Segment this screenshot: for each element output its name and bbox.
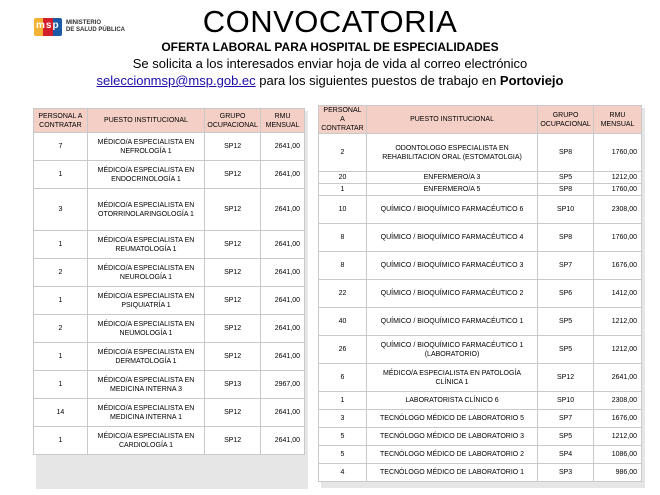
- staff-count-cell: 22: [319, 280, 367, 308]
- staff-count-cell: 1: [319, 184, 367, 196]
- salary-cell: 2641,00: [261, 259, 305, 287]
- salary-cell: 1676,00: [594, 252, 642, 280]
- staff-count-cell: 1: [34, 287, 88, 315]
- salary-cell: 2641,00: [261, 343, 305, 371]
- salary-cell: 2641,00: [594, 364, 642, 392]
- msp-logo-icon: msp: [34, 14, 62, 40]
- salary-cell: 1212,00: [594, 172, 642, 184]
- staff-count-cell: 1: [319, 392, 367, 410]
- ministry-name: MINISTERIO DE SALUD PÚBLICA: [66, 20, 126, 33]
- staff-count-cell: 1: [34, 343, 88, 371]
- staff-count-cell: 5: [319, 428, 367, 446]
- occupational-group-cell: SP10: [538, 392, 594, 410]
- occupational-group-cell: SP12: [205, 287, 261, 315]
- position-cell: ENFERMERO/A 3: [366, 172, 537, 184]
- staff-count-cell: 14: [34, 399, 88, 427]
- position-cell: MÉDICO/A ESPECIALISTA EN CARDIOLOGÍA 1: [87, 427, 204, 455]
- salary-cell: 2308,00: [594, 392, 642, 410]
- staff-count-cell: 40: [319, 308, 367, 336]
- occupational-group-cell: SP5: [538, 336, 594, 364]
- salary-cell: 2641,00: [261, 189, 305, 231]
- table-row: [319, 224, 642, 252]
- position-cell: QUÍMICO / BIOQUÍMICO FARMACÉUTICO 6: [366, 196, 537, 224]
- occupational-group-cell: SP12: [205, 231, 261, 259]
- table-row: [319, 196, 642, 224]
- header-salary: RMU MENSUAL: [261, 109, 305, 133]
- salary-cell: 1212,00: [594, 336, 642, 364]
- position-cell: MÉDICO/A ESPECIALISTA EN DERMATOLOGÍA 1: [87, 343, 204, 371]
- table-header-row: [34, 109, 305, 133]
- staff-count-cell: 8: [319, 252, 367, 280]
- table-row: [319, 364, 642, 392]
- position-cell: QUÍMICO / BIOQUÍMICO FARMACÉUTICO 1: [366, 308, 537, 336]
- table-row: [319, 392, 642, 410]
- table-row: [319, 184, 642, 196]
- occupational-group-cell: SP8: [538, 184, 594, 196]
- table-row: [319, 428, 642, 446]
- salary-cell: 1760,00: [594, 134, 642, 172]
- salary-cell: 2641,00: [261, 161, 305, 189]
- occupational-group-cell: SP5: [538, 428, 594, 446]
- occupational-group-cell: SP8: [538, 224, 594, 252]
- position-cell: MÉDICO/A ESPECIALISTA EN NEUROLOGÍA 1: [87, 259, 204, 287]
- staff-count-cell: 6: [319, 364, 367, 392]
- position-cell: TECNÓLOGO MÉDICO DE LABORATORIO 3: [366, 428, 537, 446]
- salary-cell: 1676,00: [594, 410, 642, 428]
- position-cell: MÉDICO/A ESPECIALISTA EN MEDICINA INTERNA 3: [87, 371, 204, 399]
- table-row: [319, 464, 642, 482]
- table-row: [34, 371, 305, 399]
- staff-count-cell: 8: [319, 224, 367, 252]
- staff-count-cell: 5: [319, 446, 367, 464]
- staff-count-cell: 2: [319, 134, 367, 172]
- table-row: [319, 446, 642, 464]
- occupational-group-cell: SP12: [205, 133, 261, 161]
- header-occupational-group: GRUPO OCUPACIONAL: [538, 106, 594, 134]
- position-cell: QUÍMICO / BIOQUÍMICO FARMACÉUTICO 2: [366, 280, 537, 308]
- occupational-group-cell: SP7: [538, 410, 594, 428]
- staff-count-cell: 2: [34, 259, 88, 287]
- salary-cell: 2308,00: [594, 196, 642, 224]
- position-cell: MÉDICO/A ESPECIALISTA EN ENDOCRINOLOGÍA 1: [87, 161, 204, 189]
- instructions-line-1: Se solicita a los interesados enviar hoja de vida al correo electrónico: [132, 56, 528, 71]
- positions-table-left: [33, 108, 305, 455]
- salary-cell: 1212,00: [594, 308, 642, 336]
- position-cell: QUÍMICO / BIOQUÍMICO FARMACÉUTICO 1 (LABORATORIO): [366, 336, 537, 364]
- position-cell: MÉDICO/A ESPECIALISTA EN PATOLOGÍA CLÍNICA 1: [366, 364, 537, 392]
- table-row: [34, 343, 305, 371]
- table-row: [34, 133, 305, 161]
- table-row: [34, 287, 305, 315]
- staff-count-cell: 26: [319, 336, 367, 364]
- city-name: Portoviejo: [499, 73, 564, 88]
- occupational-group-cell: SP7: [538, 252, 594, 280]
- salary-cell: 1760,00: [594, 184, 642, 196]
- salary-cell: 2641,00: [261, 427, 305, 455]
- table-row: [319, 134, 642, 172]
- salary-cell: 1212,00: [594, 428, 642, 446]
- position-cell: QUÍMICO / BIOQUÍMICO FARMACÉUTICO 4: [366, 224, 537, 252]
- position-cell: ODONTOLOGO ESPECIALISTA EN REHABILITACION ORAL (ESTOMATOLGIA): [366, 134, 537, 172]
- occupational-group-cell: SP12: [205, 343, 261, 371]
- position-cell: MÉDICO/A ESPECIALISTA EN NEFROLOGÍA 1: [87, 133, 204, 161]
- staff-count-cell: 10: [319, 196, 367, 224]
- position-cell: MÉDICO/A ESPECIALISTA EN NEUMOLOGÍA 1: [87, 315, 204, 343]
- table-row: [34, 189, 305, 231]
- position-cell: TECNÓLOGO MÉDICO DE LABORATORIO 1: [366, 464, 537, 482]
- table-row: [319, 280, 642, 308]
- page-subtitle: OFERTA LABORAL PARA HOSPITAL DE ESPECIALIDADES: [161, 40, 499, 54]
- staff-count-cell: 3: [319, 410, 367, 428]
- salary-cell: 2967,00: [261, 371, 305, 399]
- position-cell: LABORATORISTA CLÍNICO 6: [366, 392, 537, 410]
- header-position: PUESTO INSTITUCIONAL: [87, 109, 204, 133]
- email-link[interactable]: seleccionmsp@msp.gob.ec: [96, 73, 256, 88]
- occupational-group-cell: SP5: [538, 172, 594, 184]
- header-staff-count: PERSONAL A CONTRATAR: [319, 106, 367, 134]
- staff-count-cell: 2: [34, 315, 88, 343]
- occupational-group-cell: SP8: [538, 134, 594, 172]
- header-position: PUESTO INSTITUCIONAL: [366, 106, 537, 134]
- table-row: [319, 336, 642, 364]
- salary-cell: 2641,00: [261, 315, 305, 343]
- position-cell: MÉDICO/A ESPECIALISTA EN OTORRINOLARINGOLOGÍA 1: [87, 189, 204, 231]
- occupational-group-cell: SP13: [205, 371, 261, 399]
- staff-count-cell: 3: [34, 189, 88, 231]
- table-row: [34, 427, 305, 455]
- salary-cell: 2641,00: [261, 287, 305, 315]
- instructions-text: para los siguientes puestos de trabajo en: [255, 73, 500, 88]
- occupational-group-cell: SP12: [205, 189, 261, 231]
- table-row: [319, 410, 642, 428]
- salary-cell: 1086,00: [594, 446, 642, 464]
- position-cell: ENFERMERO/A 5: [366, 184, 537, 196]
- header-occupational-group: GRUPO OCUPACIONAL: [205, 109, 261, 133]
- position-cell: TECNÓLOGO MÉDICO DE LABORATORIO 5: [366, 410, 537, 428]
- staff-count-cell: 1: [34, 231, 88, 259]
- occupational-group-cell: SP4: [538, 446, 594, 464]
- salary-cell: 1412,00: [594, 280, 642, 308]
- position-cell: QUÍMICO / BIOQUÍMICO FARMACÉUTICO 3: [366, 252, 537, 280]
- salary-cell: 2641,00: [261, 133, 305, 161]
- staff-count-cell: 4: [319, 464, 367, 482]
- table-row: [34, 231, 305, 259]
- occupational-group-cell: SP3: [538, 464, 594, 482]
- page-title: CONVOCATORIA: [202, 4, 458, 39]
- occupational-group-cell: SP12: [205, 427, 261, 455]
- table-row: [34, 399, 305, 427]
- occupational-group-cell: SP10: [538, 196, 594, 224]
- staff-count-cell: 20: [319, 172, 367, 184]
- positions-table-right: [318, 105, 642, 482]
- salary-cell: 986,00: [594, 464, 642, 482]
- salary-cell: 2641,00: [261, 231, 305, 259]
- header-salary: RMU MENSUAL: [594, 106, 642, 134]
- position-cell: MÉDICO/A ESPECIALISTA EN REUMATOLOGÍA 1: [87, 231, 204, 259]
- instructions-line-2: [0, 73, 660, 88]
- occupational-group-cell: SP5: [538, 308, 594, 336]
- staff-count-cell: 7: [34, 133, 88, 161]
- occupational-group-cell: SP12: [205, 315, 261, 343]
- salary-cell: 1760,00: [594, 224, 642, 252]
- header-staff-count: PERSONAL A CONTRATAR: [34, 109, 88, 133]
- table-row: [34, 259, 305, 287]
- staff-count-cell: 1: [34, 371, 88, 399]
- position-cell: MÉDICO/A ESPECIALISTA EN PSIQUIATRÍA 1: [87, 287, 204, 315]
- position-cell: TECNÓLOGO MÉDICO DE LABORATORIO 2: [366, 446, 537, 464]
- table-row: [319, 252, 642, 280]
- occupational-group-cell: SP12: [205, 161, 261, 189]
- occupational-group-cell: SP6: [538, 280, 594, 308]
- occupational-group-cell: SP12: [205, 399, 261, 427]
- table-row: [319, 172, 642, 184]
- staff-count-cell: 1: [34, 427, 88, 455]
- salary-cell: 2641,00: [261, 399, 305, 427]
- table-row: [34, 161, 305, 189]
- position-cell: MÉDICO/A ESPECIALISTA EN MEDICINA INTERNA 1: [87, 399, 204, 427]
- table-row: [34, 315, 305, 343]
- occupational-group-cell: SP12: [538, 364, 594, 392]
- table-row: [319, 308, 642, 336]
- occupational-group-cell: SP12: [205, 259, 261, 287]
- table-header-row: [319, 106, 642, 134]
- staff-count-cell: 1: [34, 161, 88, 189]
